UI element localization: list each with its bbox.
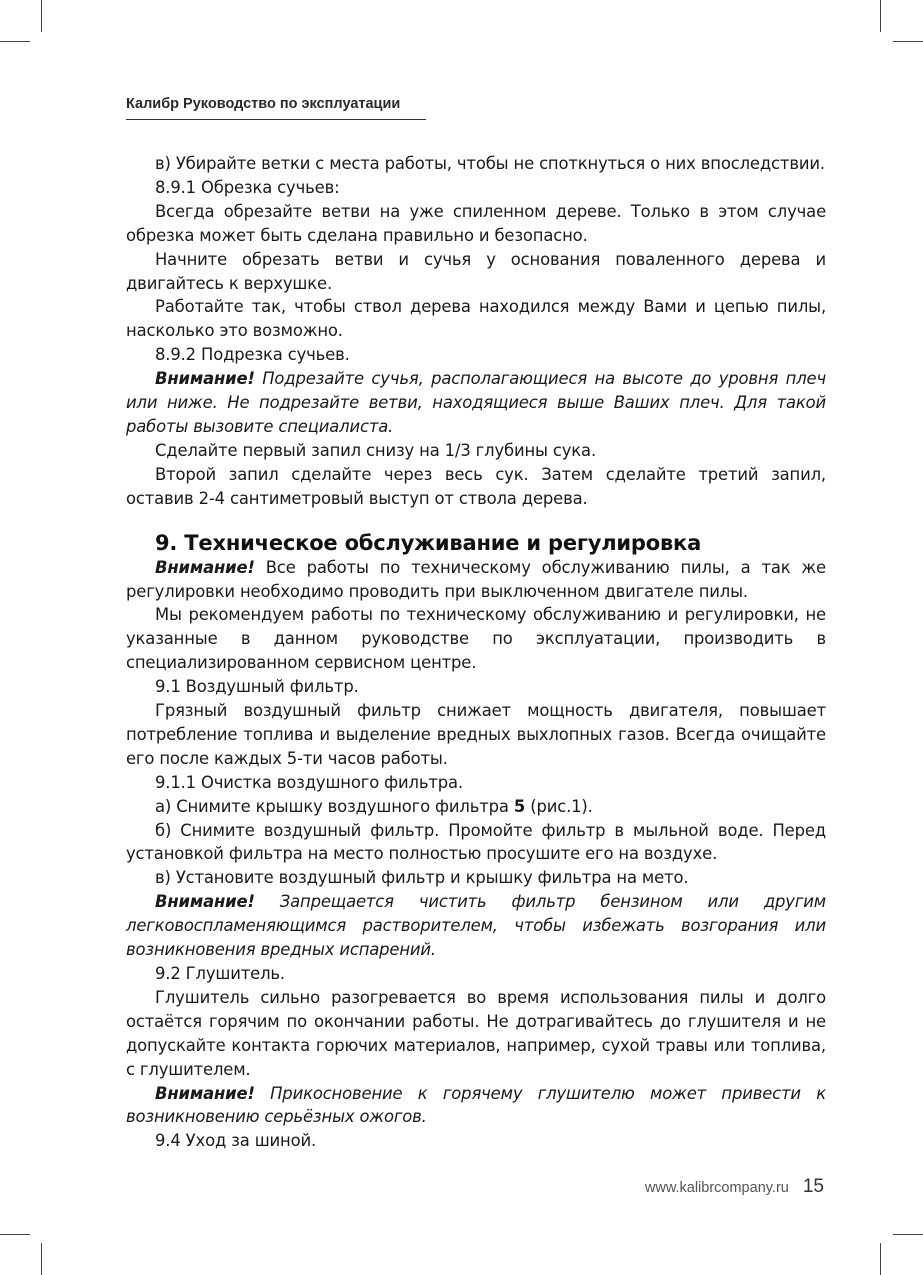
crop-mark [0, 1234, 30, 1235]
page-number: 15 [802, 1176, 824, 1197]
page-footer [645, 1176, 824, 1198]
page-body [126, 152, 826, 1153]
crop-mark [0, 41, 30, 42]
warning-note [126, 890, 826, 962]
paragraph: в) Установите воздушный фильтр и крышку фильтра на мето. [155, 868, 689, 888]
figure-reference: (рис.1). [525, 796, 593, 816]
warning-text: Подрезайте сучья, располагающиеся на высоте до уровня плеч или ниже. Не подрезайте ветви, находящиеся выше Ваших плеч. Для такой работы вызовите специалиста. [126, 369, 826, 436]
crop-mark [41, 1243, 42, 1275]
paragraph: Начните обрезать ветви и сучья у основания поваленного дерева и двигайтесь к верхушке. [126, 249, 826, 293]
warning-label: Внимание! [155, 369, 255, 389]
paragraph [126, 795, 826, 819]
warning-label: Внимание! [155, 557, 255, 577]
warning-text: Все работы по техническому обслуживанию пилы, а так же регулировки необходимо проводить при выключенном двигателе пилы. [126, 557, 826, 601]
website-link[interactable]: www.kalibrcompany.ru [644, 1180, 789, 1196]
part-number: 5 [513, 796, 526, 816]
paragraph: Второй запил сделайте через весь сук. Затем сделайте третий запил, оставив 2-4 сантиметровый выступ от ствола дерева. [126, 464, 826, 508]
crop-mark [893, 1234, 923, 1235]
subsection-heading: 9.2 Глушитель. [155, 964, 285, 983]
crop-mark [893, 41, 923, 42]
warning-label: Внимание! [155, 892, 255, 912]
warning-text: Запрещается чистить фильтр бензином или другим легковоспламеняющимся растворителем, чтобы избежать возгорания или возникновения вредных испарений. [126, 892, 826, 960]
crop-mark [880, 1243, 881, 1275]
crop-mark [880, 0, 881, 32]
paragraph: Работайте так, чтобы ствол дерева находился между Вами и цепью пилы, насколько это возможно. [126, 297, 826, 341]
subsection-heading: 9.4 Уход за шиной. [155, 1131, 317, 1151]
warning-text: Прикосновение к горячему глушителю может привести к возникновению серьёзных ожогов. [126, 1083, 826, 1127]
subsection-heading: 9.1 Воздушный фильтр. [155, 677, 359, 697]
running-head: Калибр Руководство по эксплуатации [126, 96, 426, 120]
section-heading: 9. Техническое обслуживание и регулировка [155, 530, 702, 555]
warning-label: Внимание! [155, 1083, 255, 1103]
paragraph: в) Убирайте ветки с места работы, чтобы не споткнуться о них впоследствии. [155, 154, 825, 173]
warning-note [126, 556, 826, 604]
paragraph: Сделайте первый запил снизу на 1/3 глубины сука. [155, 440, 597, 460]
step-text: а) Снимите крышку воздушного фильтра [155, 796, 514, 816]
paragraph: б) Снимите воздушный фильтр. Промойте фильтр в мыльной воде. Перед установкой фильтра на место полностью просушите его на воздухе. [126, 820, 826, 864]
subsection-heading: 8.9.1 Обрезка сучьев: [155, 177, 340, 197]
paragraph: Мы рекомендуем работы по техническому обслуживанию и регулировки, не указанные в данном руководстве по эксплуатации, производить в специализированном сервисном центре. [126, 605, 826, 673]
crop-mark [41, 0, 42, 32]
subsection-heading: 8.9.2 Подрезка сучьев. [155, 345, 350, 365]
subsection-heading: 9.1.1 Очистка воздушного фильтра. [155, 772, 463, 792]
paragraph: Глушитель сильно разогревается во время использования пилы и долго остаётся горячим по окончании работы. Не дотрагивайтесь до глушителя и не допускайте контакта горючих материалов, например, сухой травы или топлива, с глушителем. [126, 987, 826, 1079]
paragraph: Всегда обрезайте ветви на уже спиленном дереве. Только в этом случае обрезка может быть сделана правильно и безопасно. [126, 201, 826, 245]
paragraph: Грязный воздушный фильтр снижает мощность двигателя, повышает потребление топлива и выделение вредных выхлопных газов. Всегда очищайте его после каждых 5-ти часов работы. [126, 701, 826, 768]
warning-note [126, 367, 826, 439]
warning-note [126, 1082, 826, 1130]
